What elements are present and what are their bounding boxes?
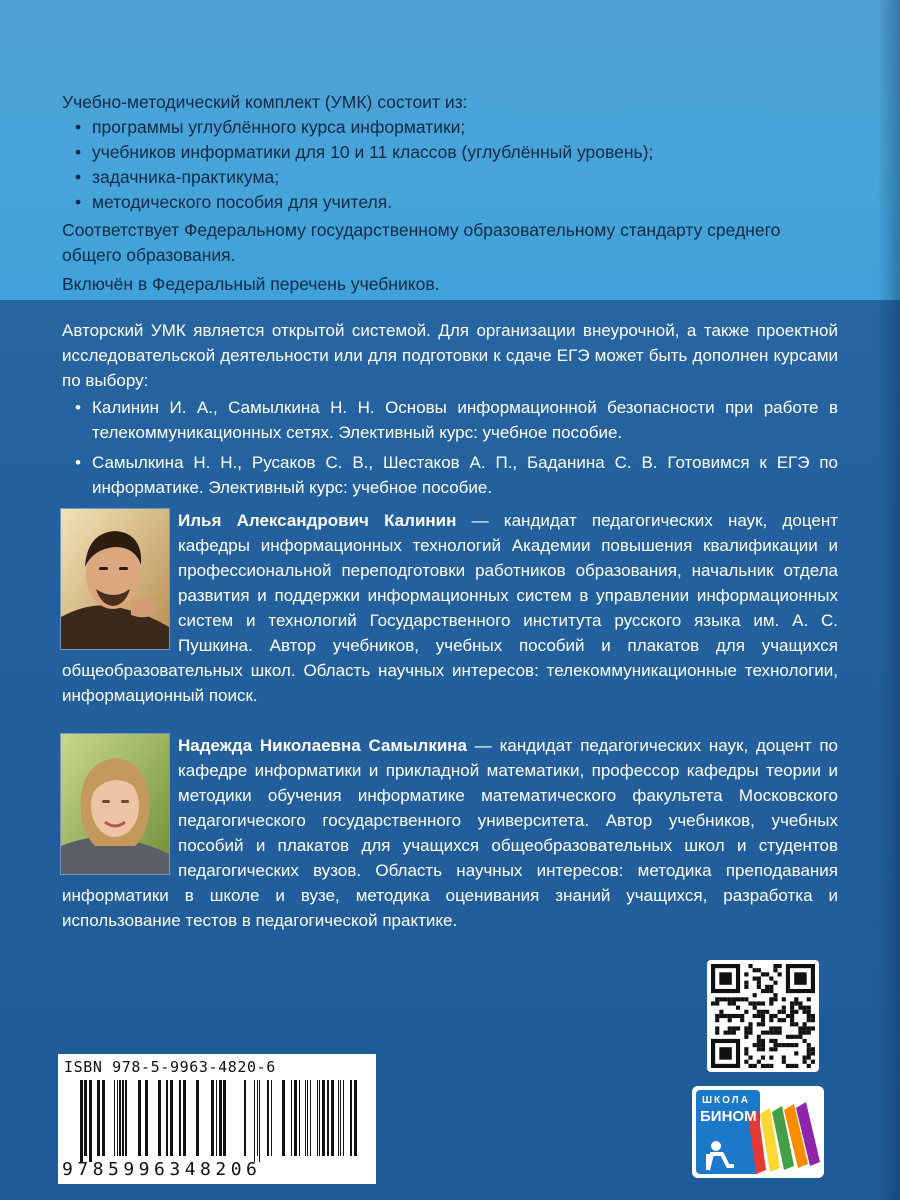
photo-spacer <box>62 508 178 654</box>
photo-spacer <box>62 733 178 879</box>
qr-code <box>707 960 819 1072</box>
open-system-block <box>62 318 838 500</box>
author-bio-samylkina <box>62 733 838 933</box>
isbn-barcode-box <box>58 1054 376 1184</box>
author-name-kalinin: Илья Александрович Калинин <box>178 511 457 530</box>
umk-item: • методического пособия для учителя. <box>62 190 782 215</box>
umk-item: • задачника-практикума; <box>62 165 782 190</box>
standard-note <box>62 218 782 268</box>
author-name-samylkina: Надежда Николаевна Самылкина <box>178 736 467 755</box>
umk-block <box>62 90 782 215</box>
standard-note-text: Соответствует Федеральному государственному образовательному стандарту среднего общего образования. <box>62 220 781 265</box>
logo-line1: ШКОЛА <box>702 1095 750 1106</box>
elective-list <box>62 395 838 500</box>
federal-list-note <box>62 272 782 297</box>
logo-line2: БИНОМ <box>700 1108 757 1125</box>
elective-item: • Калинин И. А., Самылкина Н. Н. Основы информационной безопасности при работе в телекоммуникационных сетях. Элективный курс: учебное пособие. <box>62 395 838 445</box>
open-system-intro: Авторский УМК является открытой системой. Для организации внеурочной, а также проектной исследовательской деятельности или для подготовки к сдаче ЕГЭ может быть дополнен курсами по выбору: <box>62 321 838 390</box>
qr-code-icon <box>707 960 819 1072</box>
umk-intro: Учебно-методический комплект (УМК) состоит из: <box>62 92 468 112</box>
publisher-logo <box>692 1086 824 1178</box>
isbn-label: ISBN 978-5-9963-4820-6 <box>64 1058 276 1076</box>
umk-item: • учебников информатики для 10 и 11 классов (углублённый уровень); <box>62 140 782 165</box>
spine-shadow <box>878 0 900 1200</box>
author-bio-kalinin <box>62 508 838 708</box>
umk-item: • программы углублённого курса информатики; <box>62 115 782 140</box>
author-bio-text: — кандидат педагогических наук, доцент по кафедре информатики и прикладной математики, профессор кафедры теории и методики обучения информатике математического факультета Московского педагогического государственного университета. Автор учебников, учебных пособий и плакатов для учащихся общеобразовательных школ и студентов педагогических вузов. Область научных интересов: методика преподавания информатики в школе и вузе, методика оценивания знаний учащихся, разработка и использование тестов в педагогической практике. <box>62 736 838 930</box>
author-bio-text: — кандидат педагогических наук, доцент кафедры информационных технологий Академии повышения квалификации и профессиональной переподготовки работников образования, начальник отдела развития и поддержки информационных систем в управлении информационных систем и технологий Государственного института русского языка им. А. С. Пушкина. Автор учебников, учебных пособий и плакатов для учащихся общеобразовательных школ. Область научных интересов: телекоммуникационные технологии, информационный поиск. <box>62 511 839 705</box>
elective-item: • Самылкина Н. Н., Русаков С. В., Шестаков А. П., Баданина С. В. Готовимся к ЕГЭ по информатике. Элективный курс: учебное пособие. <box>62 450 838 500</box>
barcode-digits: 9785996348206 <box>62 1159 262 1180</box>
umk-list <box>62 115 782 215</box>
federal-list-note-text: Включён в Федеральный перечень учебников. <box>62 274 440 294</box>
